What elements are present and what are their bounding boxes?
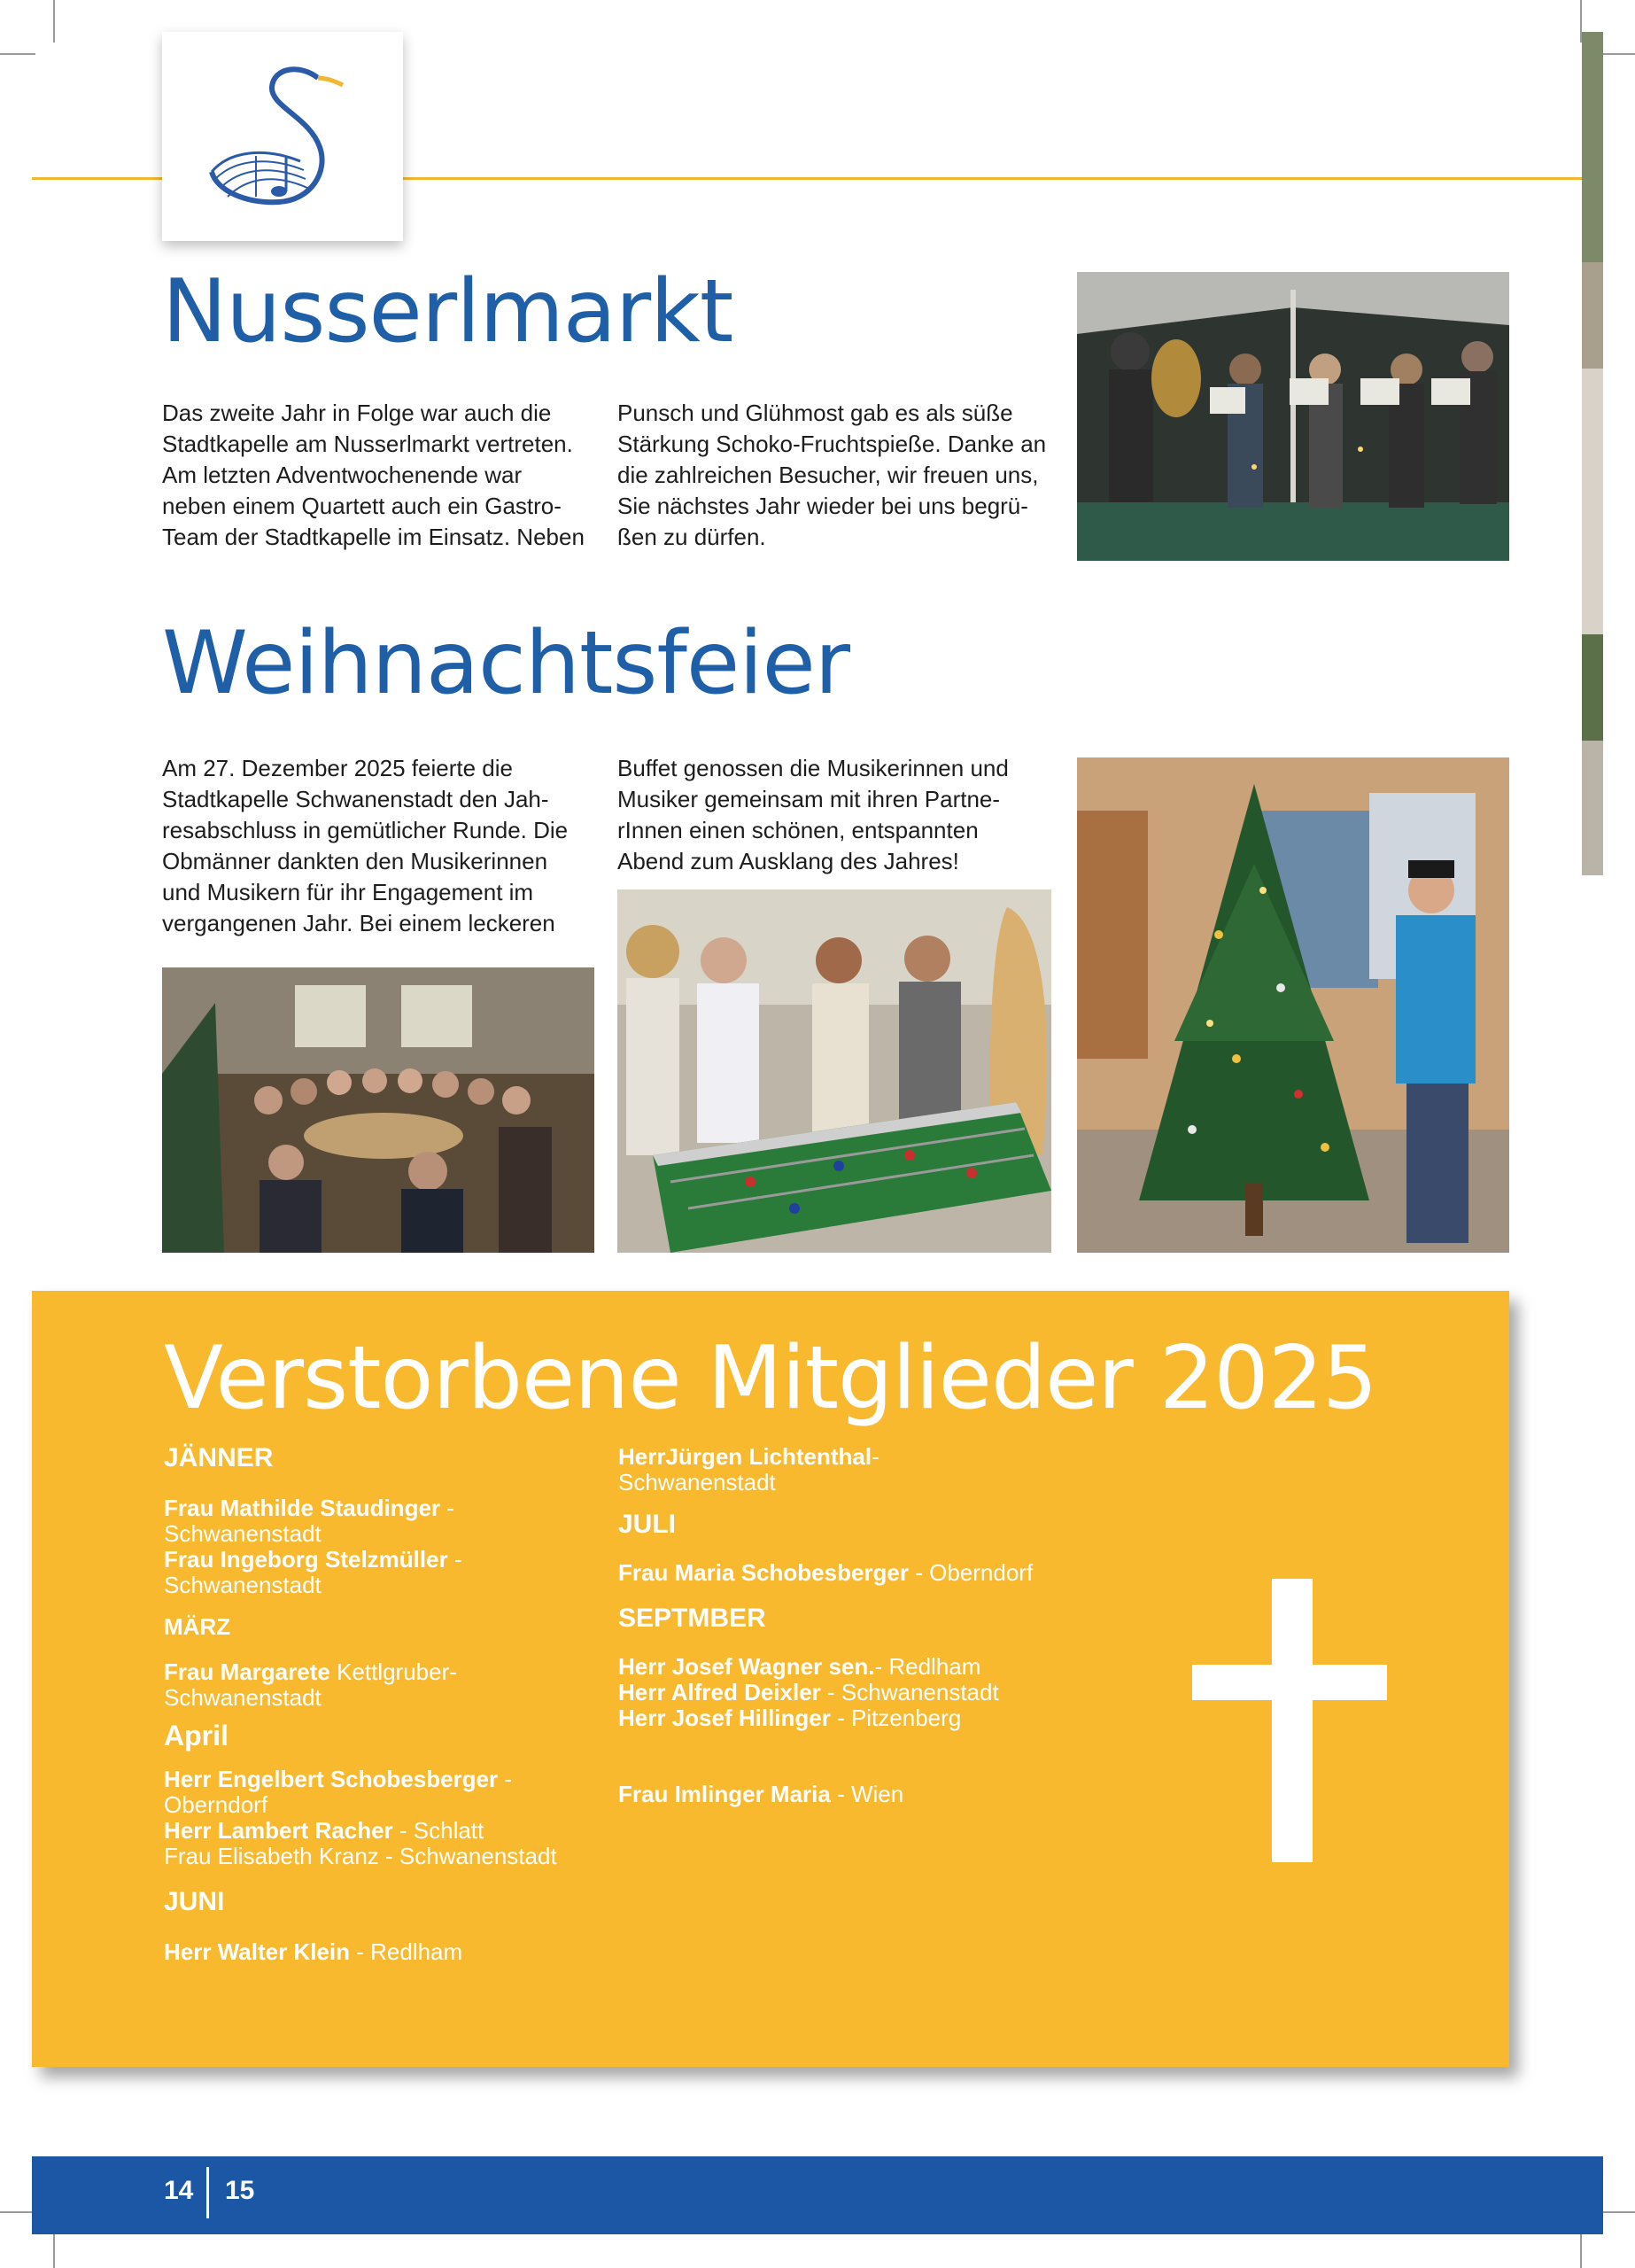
logo xyxy=(162,32,403,241)
text-line: Musiker gemeinsam mit ihren Partne- xyxy=(617,786,1001,812)
photo-christmas-tree xyxy=(1077,757,1509,1253)
person-name: Herr Josef Hillinger xyxy=(618,1705,831,1731)
person-name: Frau Margarete xyxy=(164,1658,330,1685)
memorial-entry: Frau Elisabeth Kranz - Schwanenstadt xyxy=(164,1843,557,1869)
person-place: - Redlham xyxy=(349,1938,463,1965)
page-number-left: 14 xyxy=(164,2176,194,2205)
adjacent-page-strip xyxy=(1582,32,1603,875)
text-line: neben einem Quartett auch ein Gastro- xyxy=(162,493,562,519)
memorial-entry xyxy=(618,1680,1079,1705)
text-line: rInnen einen schönen, entspannten xyxy=(617,817,979,843)
person-name: Herr Lambert Racher xyxy=(164,1817,393,1844)
page-footer xyxy=(32,2156,1603,2234)
crop-mark xyxy=(1600,53,1635,55)
section-title-weihnachtsfeier: Weihnachtsfeier xyxy=(162,613,850,714)
memorial-entry xyxy=(618,1782,1079,1807)
text-line: ßen zu dürfen. xyxy=(617,524,766,550)
text-line: vergangenen Jahr. Bei einem leckeren xyxy=(162,910,555,936)
memorial-entry xyxy=(164,1767,589,1792)
month-heading: JÄNNER xyxy=(164,1443,274,1472)
memorial-entry xyxy=(618,1560,1079,1586)
person-place: Oberndorf xyxy=(164,1791,268,1818)
separator: - xyxy=(872,1443,879,1470)
person-place: - Schwanenstadt xyxy=(820,1679,999,1705)
person-name: Frau Mathilde Staudinger xyxy=(164,1495,441,1521)
person-name: Frau Maria Schobesberger xyxy=(618,1559,909,1586)
page-number-right: 15 xyxy=(225,2176,255,2205)
person-name: Herr Walter Klein xyxy=(164,1938,350,1965)
text-line: Team der Stadtkapelle im Einsatz. Neben xyxy=(162,524,585,550)
memorial-entry xyxy=(164,1547,589,1573)
crop-mark xyxy=(0,2211,35,2213)
text-line: Stadtkapelle Schwanenstadt den Jah- xyxy=(162,786,549,812)
memorial-entry xyxy=(618,1654,1079,1680)
text-line: und Musikern für ihr Engagement im xyxy=(162,879,534,905)
crop-mark xyxy=(1600,2211,1635,2213)
person-name: Herr Josef Wagner sen. xyxy=(618,1653,875,1680)
person-place: Schwanenstadt xyxy=(164,1684,322,1711)
person-place: - Wien xyxy=(830,1781,904,1807)
photo-brass-quartet xyxy=(1077,272,1509,561)
section-title-nusserlmarkt: Nusserlmarkt xyxy=(162,261,733,362)
text-line: Sie nächstes Jahr wieder bei uns begrü- xyxy=(617,493,1028,519)
month-heading: MÄRZ xyxy=(164,1613,231,1640)
nusserlmarkt-text-col1 xyxy=(162,398,596,553)
person-detail: Kettlgruber- xyxy=(329,1658,457,1685)
text-line: Am letzten Adventwochenende war xyxy=(162,462,523,488)
cross-icon-horizontal xyxy=(1192,1665,1387,1700)
text-line: Abend zum Ausklang des Jahres! xyxy=(617,848,959,874)
text-line: Stadtkapelle am Nusserlmarkt vertreten. xyxy=(162,431,573,457)
person-place: Schwanenstadt xyxy=(164,1520,322,1547)
month-heading: JUNI xyxy=(164,1887,225,1916)
memorial-entry xyxy=(618,1705,1079,1731)
photo-foosball xyxy=(617,889,1051,1253)
cross-icon-vertical xyxy=(1272,1579,1313,1862)
person-place: - Oberndorf xyxy=(909,1559,1034,1586)
month-heading: JULI xyxy=(618,1510,677,1539)
text-line: Punsch und Glühmost gab es als süße xyxy=(617,400,1013,426)
separator: - xyxy=(498,1766,513,1792)
crop-mark xyxy=(0,53,35,55)
person-name: Frau Ingeborg Stelzmüller xyxy=(164,1546,448,1573)
swan-music-logo-icon xyxy=(194,58,371,218)
person-place: - Pitzenberg xyxy=(830,1705,962,1731)
month-heading: April xyxy=(164,1720,229,1751)
nusserlmarkt-text-col2 xyxy=(617,398,1069,553)
memorial-entry xyxy=(164,1939,589,1965)
text-line: Am 27. Dezember 2025 feierte die xyxy=(162,755,513,781)
separator: - xyxy=(447,1546,462,1573)
memorial-col2 xyxy=(618,1444,1079,1807)
text-line: Obmänner dankten den Musikerinnen xyxy=(162,848,548,874)
person-name: HerrJürgen Lichtenthal xyxy=(618,1443,872,1470)
person-place: Schwanenstadt xyxy=(618,1469,776,1495)
memorial-entry xyxy=(164,1818,589,1844)
person-name: Herr Engelbert Schobesberger xyxy=(164,1766,499,1792)
memorial-entry xyxy=(164,1495,589,1521)
text-line: Das zweite Jahr in Folge war auch die xyxy=(162,400,552,426)
memorial-col1 xyxy=(164,1445,589,1965)
weihnachtsfeier-text-col1 xyxy=(162,753,596,939)
person-name: Herr Alfred Deixler xyxy=(618,1679,821,1705)
memorial-title: Verstorbene Mitglieder 2025 xyxy=(164,1328,1377,1429)
person-place: - Schlatt xyxy=(392,1817,484,1844)
text-line: Stärkung Schoko-Fruchtspieße. Danke an xyxy=(617,431,1047,457)
weihnachtsfeier-text-col2 xyxy=(617,753,1069,877)
memorial-section xyxy=(32,1291,1509,2067)
text-line: Buffet genossen die Musikerinnen und xyxy=(617,755,1009,781)
memorial-entry xyxy=(618,1444,1079,1470)
separator: - xyxy=(440,1495,454,1521)
text-line: resabschluss in gemütlicher Runde. Die xyxy=(162,817,569,843)
memorial-entry xyxy=(164,1659,589,1685)
person-place: Schwanenstadt xyxy=(164,1572,322,1598)
person-place: - Redlham xyxy=(874,1653,981,1680)
text-line: die zahlreichen Besucher, wir freuen uns, xyxy=(617,462,1039,488)
person-name: Frau Imlinger Maria xyxy=(618,1781,831,1807)
photo-group-table xyxy=(162,967,594,1253)
month-heading: SEPTMBER xyxy=(618,1604,766,1633)
page-number-divider xyxy=(206,2167,209,2218)
crop-mark xyxy=(53,0,55,43)
